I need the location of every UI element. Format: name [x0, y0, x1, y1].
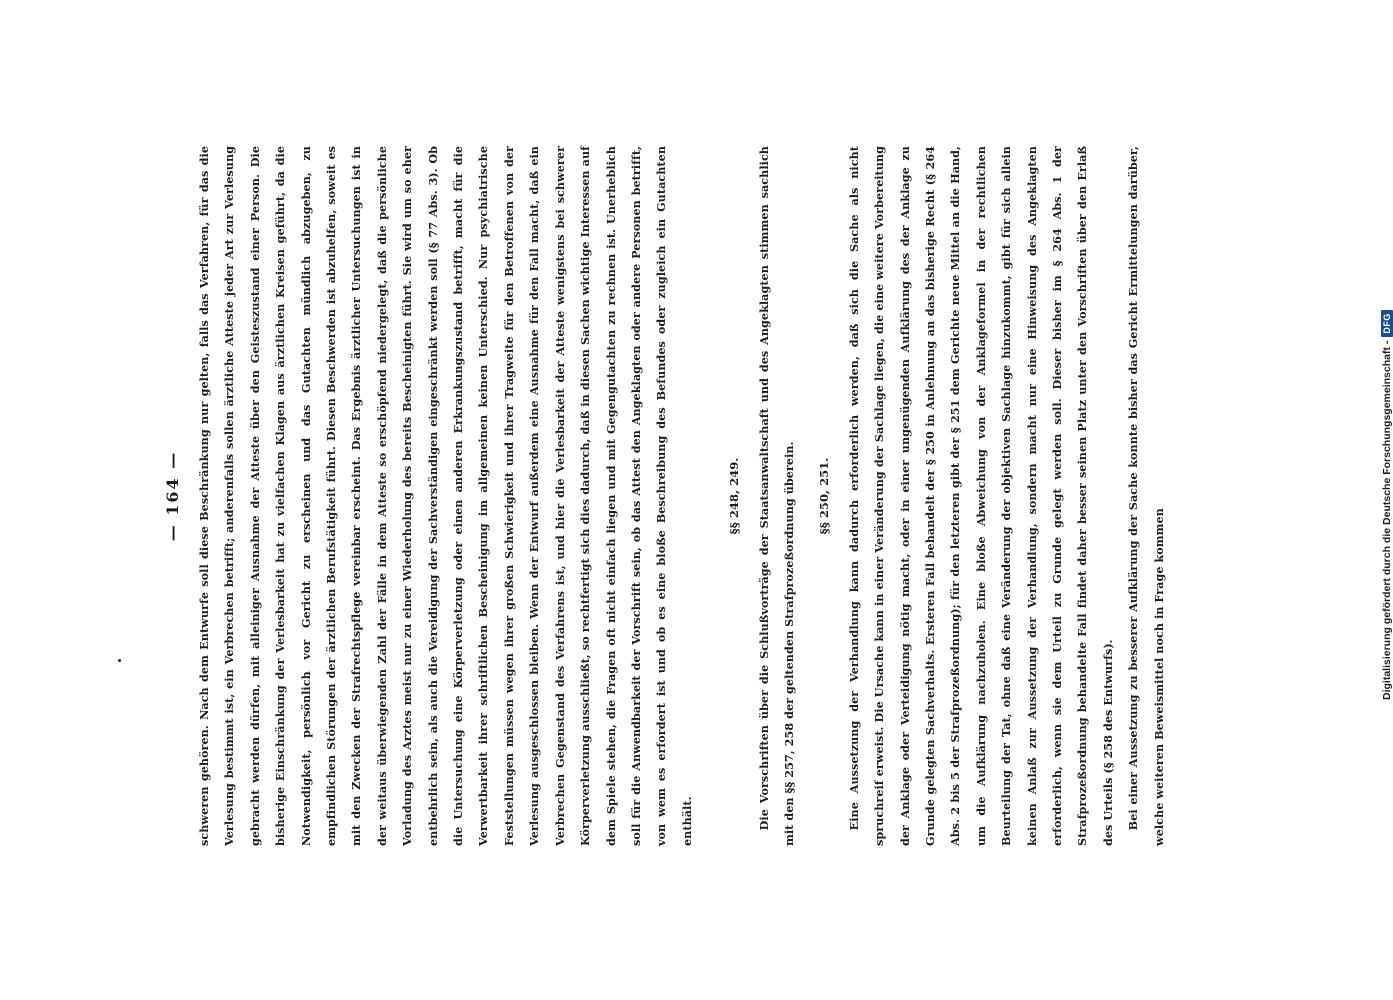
digitization-credit: [1381, 310, 1393, 700]
print-speck: [118, 659, 121, 662]
section-heading: §§ 250, 251.: [817, 457, 832, 535]
credit-text: Digitalisierung gefördert durch die Deutsche Forschungsgemeinschaft -: [1381, 340, 1393, 700]
body-paragraph: Eine Aussetzung der Verhandlung kann dadurch erforderlich werden, daß sich die Sache als nicht spruchreif erweist. Die Ursache kann in einer Veränderung der Sachlage liegen, die eine weitere Vorbereitung der Anklage oder Verteidigung nötig macht, oder in einer ungenügenden Aufklärung des der Anklage zu Grunde gelegten Sachverhalts. Ersteren Fall behandelt der § 250 in Anlehnung an das bisherige Recht (§ 264 Abs. 2 bis 5 der Strafprozeßordnung); für den letzteren gibt der § 251 dem Gerichte neue Mittel an die Hand, um die Aufklärung nachzuholen. Eine bloße Abweichung von der Anklageformel in der rechtlichen Beurteilung der Tat, ohne daß eine Veränderung der objektiven Sachlage hinzukommt, gibt für sich allein keinen Anlaß zur Aussetzung der Verhandlung, sondern macht nur eine Hinweisung des Angeklagten erforderlich, wenn sie dem Urteil zu Grunde gelegt werden soll. Dieser bisher im § 264 Abs. 1 der Strafprozeßordnung behandelte Fall findet daher besser seinen Platz unter den Vorschriften über den Erlaß des Urteils (§ 258 des Entwurfs).: [846, 146, 1115, 846]
dfg-logo-icon: DFG: [1381, 310, 1393, 337]
page-text-block: [160, 146, 1172, 846]
section-heading: §§ 248, 249.: [727, 457, 742, 535]
body-paragraph: Die Vorschriften über die Schlußvorträge der Staatsanwaltschaft und des Angeklagten stimmen sachlich mit den §§ 257, 258 der geltenden Strafprozeßordnung überein.: [756, 146, 796, 846]
page-number: — 164 —: [163, 450, 182, 542]
body-paragraph: schweren gehören. Nach dem Entwurfe soll diese Beschränkung nur gelten, falls das Verfahren, für das die Verlesung bestimmt ist, ein Verbrechen betrifft; anderenfalls sollen ärztliche Atteste jeder Art zur Verlesung gebracht werden dürfen, mit alleiniger Ausnahme der Atteste über den Geisteszustand einer Person. Die bisherige Einschränkung der Verlesbarkeit hat zu vielfachen Klagen aus ärztlichen Kreisen geführt, da die Notwendigkeit, persönlich vor Gericht zu erscheinen und das Gutachten mündlich abzugeben, zu empfindlichen Störungen der ärztlichen Berufstätigkeit führt. Diesen Beschwerden ist abzuhelfen, soweit es mit den Zwecken der Strafrechtspflege vereinbar erscheint. Das Ergebnis ärztlicher Untersuchungen ist in der weitaus überwiegenden Zahl der Fälle in dem Atteste so erschöpfend niedergelegt, daß die persönliche Vorladung des Arztes meist nur zu einer Wiederholung des bereits Bescheinigten führt. Sie wird um so eher entbehrlich sein, als auch die Vereidigung der Sachverständigen eingeschränkt werden soll (§ 77 Abs. 3). Ob die Untersuchung eine Körperverletzung oder einen anderen Erkrankungszustand betrifft, macht für die Verwertbarkeit ihrer schriftlichen Bescheinigung im allgemeinen keinen Unterschied. Nur psychiatrische Feststellungen müssen wegen ihrer großen Schwierigkeit und ihrer Tragweite für den Betroffenen von der Verlesung ausgeschlossen bleiben. Wenn der Entwurf außerdem eine Ausnahme für den Fall macht, daß ein Verbrechen Gegenstand des Verfahrens ist, und hier die Verlesbarkeit der Atteste wenigstens bei schwerer Körperverletzung ausschließt, so rechtfertigt sich dies dadurch, daß in diesen Sachen wichtige Interessen auf dem Spiele stehen, die Fragen oft nicht einfach liegen und mit Gegengutachten zu rechnen ist. Unerheblich soll für die Anwendbarkeit der Vorschrift sein, ob das Attest den Angeklagten oder andere Personen betrifft, von wem es erfordert ist und ob es eine bloße Beschreibung des Befundes oder zugleich ein Gutachten enthält.: [197, 146, 694, 846]
body-paragraph: Bei einer Aussetzung zu besserer Aufklärung der Sache konnte bisher das Gericht Ermittelungen darüber, welche weiteren Beweismittel noch in Frage kommen: [1126, 146, 1166, 846]
